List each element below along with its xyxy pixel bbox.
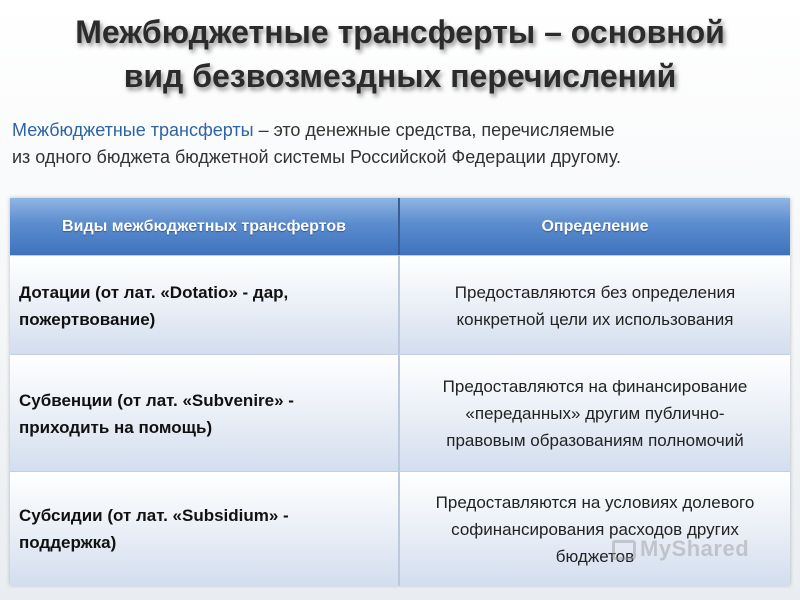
slide-title-line-1: Межбюджетные трансферты – основной	[75, 14, 725, 50]
type-line: Дотации (от лат. «Dotatio» - дар,	[19, 282, 289, 302]
table-row-subventions	[10, 354, 790, 472]
definition-line: бюджетов	[555, 546, 635, 566]
type-line: пожертвование)	[19, 309, 156, 329]
transfers-table	[10, 198, 790, 585]
type-line: приходить на помощь)	[19, 417, 213, 437]
type-cell	[10, 256, 398, 355]
definition-line: «переданных» другим публично-	[465, 404, 725, 423]
header-definition: Определение	[398, 198, 790, 255]
definition-cell	[398, 256, 790, 355]
definition-paragraph	[12, 117, 782, 171]
definition-line: конкретной цели их использования	[456, 309, 734, 329]
table-header-row	[10, 198, 790, 255]
type-cell	[10, 472, 398, 586]
slide-title	[0, 10, 800, 98]
header-types: Виды межбюджетных трансфертов	[62, 217, 346, 235]
slide-title-line-2: вид безвозмездных перечислений	[123, 58, 677, 94]
definition-text-1: – это денежные средства, перечисляемые	[253, 120, 615, 140]
definition-line: правовым образованиям полномочий	[446, 431, 744, 450]
definition-cell	[398, 355, 790, 472]
definition-line: софинансирования расходов других	[451, 519, 739, 539]
watermark-logo-icon	[612, 540, 636, 560]
definition-line-1	[12, 117, 782, 144]
type-cell	[10, 355, 398, 472]
type-line: поддержка)	[19, 533, 117, 552]
table-row-subsidies	[10, 471, 790, 586]
definition-term: Межбюджетные трансферты	[12, 120, 254, 140]
definition-line-2: из одного бюджета бюджетной системы Российской Федерации другому.	[12, 147, 622, 167]
type-line: Субсидии (от лат. «Subsidium» -	[19, 506, 289, 525]
watermark	[612, 536, 749, 562]
definition-line: Предоставляются на условиях долевого	[435, 492, 755, 512]
definition-line: Предоставляются без определения	[454, 282, 736, 302]
type-line: Субвенции (от лат. «Subvenire» -	[19, 390, 294, 410]
table-row-grants	[10, 255, 790, 355]
definition-cell	[398, 472, 790, 586]
watermark-text: MyShared	[640, 536, 750, 561]
definition-line: Предоставляются на финансирование	[442, 377, 748, 396]
